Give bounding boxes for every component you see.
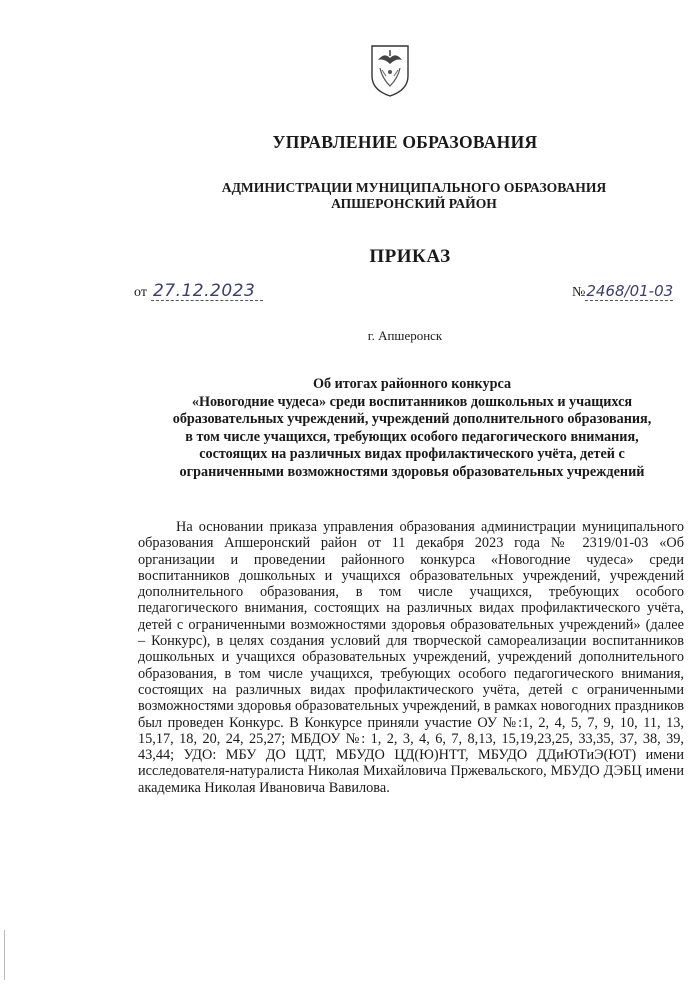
order-subject	[138, 376, 686, 482]
org-title: УПРАВЛЕНИЕ ОБРАЗОВАНИЯ	[272, 132, 538, 152]
date-line	[134, 282, 263, 301]
doc-type-title: ПРИКАЗ	[369, 246, 451, 267]
number-prefix: №	[572, 285, 586, 300]
org-subtitle	[0, 180, 700, 212]
number-value: 2468/01-03	[586, 282, 674, 300]
number-line	[572, 282, 673, 301]
subject-line-4: в том числе учащихся, требующих особого педагогического внимания,	[185, 428, 639, 445]
subject-line-5: состоящих на различных видах профилактического учёта, детей с	[199, 446, 625, 463]
org-subtitle-line-2: АПШЕРОНСКИЙ РАЙОН	[331, 196, 497, 211]
date-prefix: от	[134, 285, 147, 300]
subject-line-6: ограниченными возможностями здоровья образовательных учреждений	[179, 463, 645, 480]
org-subtitle-line-1: АДМИНИСТРАЦИИ МУНИЦИПАЛЬНОГО ОБРАЗОВАНИЯ	[221, 180, 607, 195]
subject-line-3: образовательных учреждений, учреждений дополнительного образования,	[172, 411, 652, 428]
city: г. Апшеронск	[367, 328, 443, 343]
subject-line-1: Об итогах районного конкурса	[312, 376, 512, 392]
date-value: 27.12.2023	[151, 282, 263, 301]
scan-edge-line	[4, 930, 5, 980]
subject-line-2: «Новогодние чудеса» среди воспитанников дошкольных и учащихся	[191, 393, 633, 410]
body-paragraph: На основании приказа управления образования администрации муниципального образования Апшеронский район от 11 декабря 2023 года № 2319/01-03 «Об организации и проведении районного конкурса «Новогодние чудеса» среди воспитанников дошкольных и учащихся образовательных учреждений, учреждений дополнительного образования, в том числе учащихся, требующих особого педагогического внимания, состоящих на различных видах профилактического учёта, детей с ограниченными возможностями здоровья образовательных учреждений» (далее – Конкурс), в целях создания условий для творческой самореализации воспитанников дошкольных и учащихся образовательных учреждений, учреждений дополнительного образования, в том числе учащихся, требующих особого педагогического внимания, состоящих на различных видах профилактического учёта, детей с ограниченными возможностями здоровья образовательных учреждений, в рамках новогодних праздников был проведен Конкурс. В Конкурсе приняли участие ОУ №:1, 2, 4, 5, 7, 9, 10, 11, 13, 15,17, 18, 20, 24, 25,27; МБДОУ №: 1, 2, 3, 4, 6, 7, 8,13, 15,19,23,25, 33,35, 37, 38, 39, 43,44; УДО: МБУ ДО ЦДТ, МБУДО ЦД(Ю)НТТ, МБУДО ДДиЮТиЭ(ЮТ) имени исследователя-натуралиста Николая Михайловича Пржевальского, МБУДО ДЭБЦ имени академика Николая Ивановича Вавилова.	[138, 519, 684, 796]
coat-of-arms-icon	[368, 42, 412, 98]
